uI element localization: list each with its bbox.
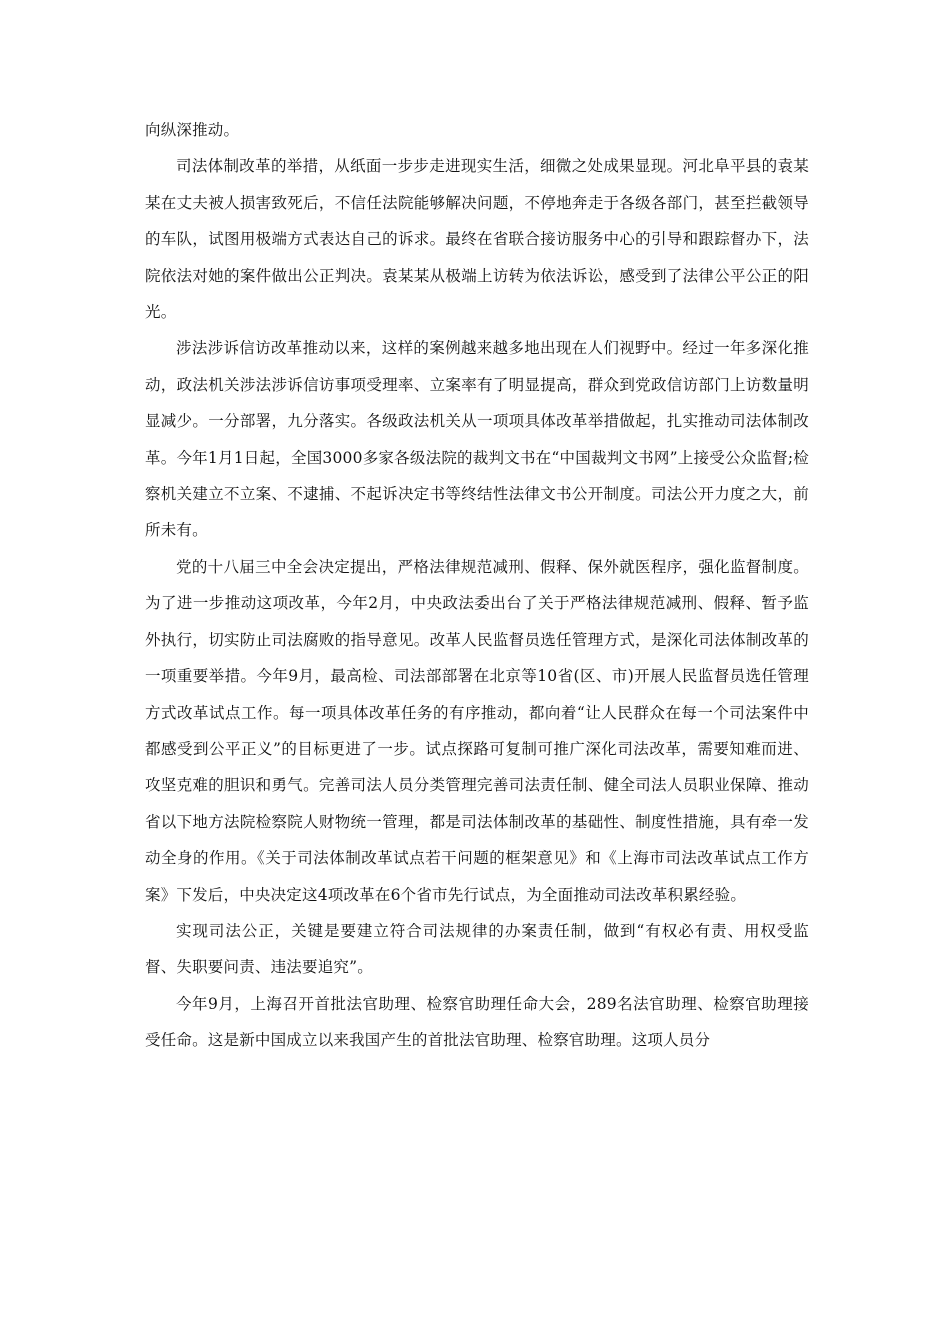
paragraph-continuation: 向纵深推动。: [145, 121, 240, 139]
paragraph-third-plenum-decision: 党的十八届三中全会决定提出，严格法律规范减刑、假释、保外就医程序，强化监督制度。为了进一步推动这项改革，今年2月，中央政法委出台了关于严格法律规范减刑、假释、暂予监外执行，切实防止司法腐败的指导意见。改革人民监督员选任管理方式，是深化司法体制改革的一项重要举措。今年9月，最高检、司法部部署在北京等10省(区、市)开展人民监督员选任管理方式改革试点工作。每一项具体改革任务的有序推动，都向着“让人民群众在每一个司法案件中都感受到公平正义”的目标更进了一步。试点探路可复制可推广深化司法改革，需要知难而进、攻坚克难的胆识和勇气。完善司法人员分类管理完善司法责任制、健全司法人员职业保障、推动省以下地方法院检察院人财物统一管理，都是司法体制改革的基础性、制度性措施，具有牵一发动全身的作用。《关于司法体制改革试点若干问题的框架意见》和《上海市司法改革试点工作方案》下发后，中央决定这4项改革在6个省市先行试点，为全面推动司法改革积累经验。: [145, 557, 809, 904]
paragraph-shanghai-assistants: 今年9月，上海召开首批法官助理、检察官助理任命大会，289名法官助理、检察官助理接受任命。这是新中国成立以来我国产生的首批法官助理、检察官助理。这项人员分: [145, 994, 809, 1050]
paragraph-judicial-reform-measures: 司法体制改革的举措，从纸面一步步走进现实生活，细微之处成果显现。河北阜平县的袁某某在丈夫被人损害致死后，不信任法院能够解决问题，不停地奔走于各级各部门，甚至拦截领导的车队，试图用极端方式表达自己的诉求。最终在省联合接访服务中心的引导和跟踪督办下，法院依法对她的案件做出公正判决。袁某某从极端上访转为依法诉讼，感受到了法律公平公正的阳光。: [145, 157, 809, 322]
paragraph-judicial-responsibility: 实现司法公正，关键是要建立符合司法规律的办案责任制，做到“有权必有责、用权受监督、失职要问责、违法要追究”。: [145, 921, 809, 977]
document-page: [145, 112, 809, 1059]
paragraph-petition-reform: 涉法涉诉信访改革推动以来，这样的案例越来越多地出现在人们视野中。经过一年多深化推动，政法机关涉法涉诉信访事项受理率、立案率有了明显提高，群众到党政信访部门上访数量明显减少。一分部署，九分落实。各级政法机关从一项项具体改革举措做起，扎实推动司法体制改革。今年1月1日起，全国3000多家各级法院的裁判文书在“中国裁判文书网”上接受公众监督;检察机关建立不立案、不逮捕、不起诉决定书等终结性法律文书公开制度。司法公开力度之大，前所未有。: [145, 339, 809, 540]
